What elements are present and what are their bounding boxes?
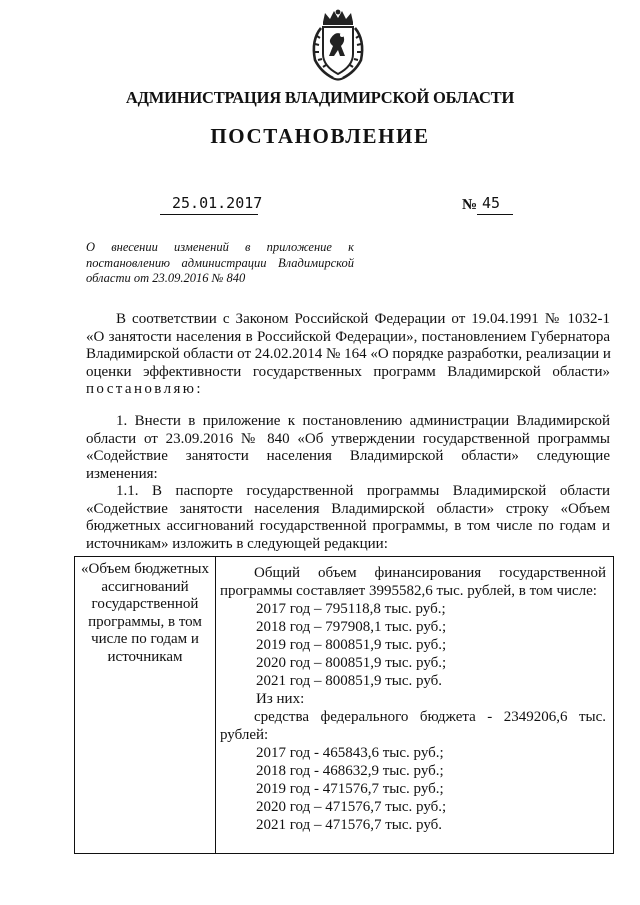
text-line: источникам» изложить в следующей редакции: [86, 535, 388, 552]
year-row: 2019 год - 471576,7 тыс. руб.; [256, 781, 444, 797]
year-row: 2017 год - 465843,6 тыс. руб.; [256, 745, 444, 761]
agency-name: АДМИНИСТРАЦИЯ ВЛАДИМИРСКОЙ ОБЛАСТИ [125, 88, 515, 107]
subject-line: О внесении изменений в приложение к [86, 240, 354, 254]
year-row: 2018 год – 797908,1 тыс. руб.; [256, 619, 447, 635]
cell-line: источникам [107, 648, 183, 665]
cell-line: программы, в том [88, 613, 202, 630]
subject-line: постановлению администрации Владимирской [86, 255, 354, 270]
subject-line: области от 23.09.2016 № 840 [86, 271, 246, 285]
preamble-paragraph [86, 311, 610, 399]
year-row: 2021 год – 800851,9 тыс. руб. [256, 673, 443, 689]
text-line: области от 23.09.2016 № 840 «Об утверждении государственной программы [86, 430, 610, 447]
year-row: 2017 год – 795118,8 тыс. руб.; [256, 601, 446, 617]
text-line: «Содействие занятости населения Владимирской области» следующие [86, 448, 610, 464]
cell-line: Общий объем финансирования государственной [254, 565, 606, 581]
document-type: ПОСТАНОВЛЕНИЕ [210, 124, 430, 148]
year-row: 2020 год – 471576,7 тыс. руб.; [256, 799, 447, 815]
cell-line: числе по годам и [91, 631, 199, 647]
year-row: 2021 год – 471576,7 тыс. руб. [256, 817, 443, 833]
table-left-cell [78, 561, 212, 666]
cell-line: «Объем бюджетных [81, 561, 209, 577]
table-right-cell [220, 564, 606, 834]
table-column-divider [215, 556, 216, 854]
text-line: В соответствии с Законом Российской Федерации от 19.04.1991 № 1032-1 [116, 311, 610, 327]
text-line: «Содействие занятости населения Владимирской области» строку «Объем [86, 500, 610, 517]
number-label: № [462, 197, 478, 213]
text-line: изменения: [86, 465, 158, 482]
document-number: 45 [482, 194, 501, 212]
text-line: оценки эффективности государственных программ Владимирской области» [86, 363, 610, 380]
coat-of-arms-icon [309, 8, 367, 84]
cell-line: Из них: [256, 691, 305, 707]
date-underline [160, 214, 258, 215]
cell-line: программы составляет 3995582,6 тыс. рублей, в том числе: [220, 583, 597, 599]
cell-line: средства федерального бюджета - 2349206,6 тыс. [254, 709, 606, 725]
document-subject [86, 240, 354, 287]
decree-word: постановляю: [86, 381, 203, 397]
cell-line: ассигнований [101, 578, 189, 595]
year-row: 2018 год - 468632,9 тыс. руб.; [256, 763, 444, 779]
text-line: бюджетных ассигнований государственной программы, в том числе по годам и [86, 518, 610, 534]
document-date: 25.01.2017 [172, 194, 263, 212]
cell-line: государственной [91, 596, 199, 612]
cell-line: рублей: [220, 727, 269, 743]
text-line: «О занятости населения в Российской Федерации», постановлением Губернатора [86, 328, 610, 345]
text-line: 1. Внести в приложение к постановлению администрации Владимирской [116, 413, 610, 429]
item-1-paragraph [86, 413, 610, 553]
year-row: 2020 год – 800851,9 тыс. руб.; [256, 655, 447, 671]
text-line: Владимирской области от 24.02.2014 № 164 «О порядке разработки, реализации и [86, 346, 611, 362]
year-row: 2019 год – 800851,9 тыс. руб.; [256, 637, 447, 653]
text-line: 1.1. В паспорте государственной программы Владимирской области [116, 483, 610, 499]
number-underline [477, 214, 513, 215]
